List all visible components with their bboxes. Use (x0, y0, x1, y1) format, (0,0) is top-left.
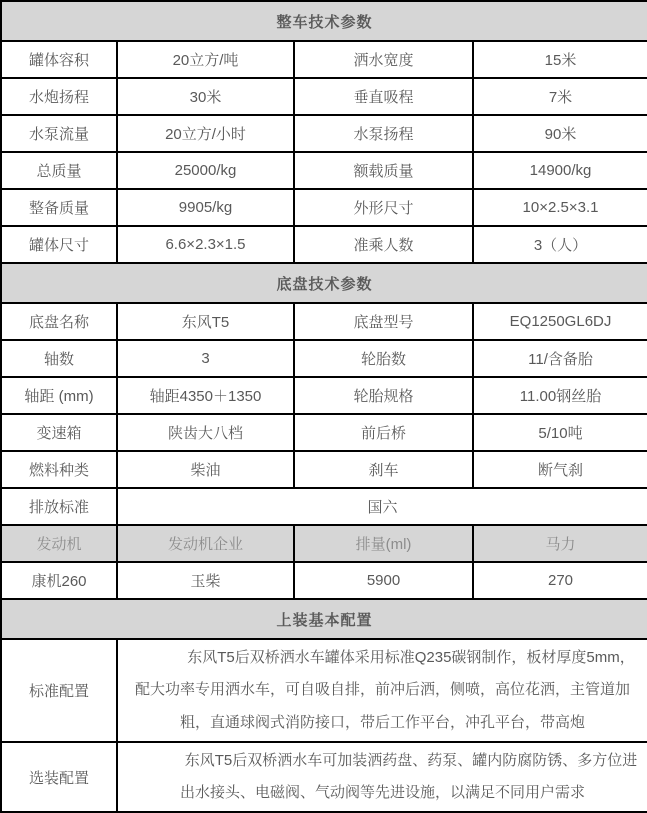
section-title: 底盘技术参数 (1, 263, 647, 303)
spec-value: 国六 (117, 488, 647, 525)
section-title: 上装基本配置 (1, 599, 647, 639)
spec-label: 外形尺寸 (294, 189, 473, 226)
spec-label: 水泵扬程 (294, 115, 473, 152)
spec-value: 东风T5 (117, 303, 294, 340)
spec-label: 洒水宽度 (294, 41, 473, 78)
spec-label: 排放标准 (1, 488, 117, 525)
spec-label: 轮胎数 (294, 340, 473, 377)
spec-value: 9905/kg (117, 189, 294, 226)
spec-value: 3 (117, 340, 294, 377)
spec-label: 总质量 (1, 152, 117, 189)
spec-value: 6.6×2.3×1.5 (117, 226, 294, 263)
section-header-row (1, 1, 647, 41)
spec-row (1, 562, 647, 599)
spec-row (1, 525, 647, 562)
spec-label: 刹车 (294, 451, 473, 488)
spec-row (1, 340, 647, 377)
spec-label: 底盘名称 (1, 303, 117, 340)
spec-label: 康机260 (1, 562, 117, 599)
spec-row (1, 152, 647, 189)
spec-label: 底盘型号 (294, 303, 473, 340)
spec-value: 20立方/吨 (117, 41, 294, 78)
spec-label: 燃料种类 (1, 451, 117, 488)
spec-value: 20立方/小时 (117, 115, 294, 152)
spec-label: 前后桥 (294, 414, 473, 451)
spec-value: 7米 (473, 78, 647, 115)
spec-value: 5/10吨 (473, 414, 647, 451)
spec-value: 发动机企业 (117, 525, 294, 562)
section-title: 整车技术参数 (1, 1, 647, 41)
spec-value: 30米 (117, 78, 294, 115)
spec-label: 排量(ml) (294, 525, 473, 562)
spec-value: 玉柴 (117, 562, 294, 599)
spec-value: 轴距4350＋1350 (117, 377, 294, 414)
spec-label: 水炮扬程 (1, 78, 117, 115)
spec-row (1, 226, 647, 263)
spec-row (1, 189, 647, 226)
spec-row (1, 115, 647, 152)
spec-row (1, 377, 647, 414)
spec-label: 罐体尺寸 (1, 226, 117, 263)
spec-value: 14900/kg (473, 152, 647, 189)
spec-value: 11/含备胎 (473, 340, 647, 377)
spec-value: 11.00钢丝胎 (473, 377, 647, 414)
spec-value: 25000/kg (117, 152, 294, 189)
spec-row (1, 742, 647, 813)
spec-label: 轮胎规格 (294, 377, 473, 414)
spec-table-body (1, 1, 647, 812)
spec-label: 整备质量 (1, 189, 117, 226)
spec-value: 东风T5后双桥洒水车可加装洒药盘、药泵、罐内防腐防锈、多方位进出水接头、电磁阀、气动阀等先进设施，以满足不同用户需求 (117, 742, 647, 813)
spec-label: 5900 (294, 562, 473, 599)
spec-row (1, 303, 647, 340)
spec-label: 垂直吸程 (294, 78, 473, 115)
spec-value: 90米 (473, 115, 647, 152)
spec-value: 断气刹 (473, 451, 647, 488)
spec-label: 轴数 (1, 340, 117, 377)
spec-row (1, 639, 647, 742)
spec-value: 马力 (473, 525, 647, 562)
spec-row (1, 451, 647, 488)
spec-value: 270 (473, 562, 647, 599)
section-header-row (1, 599, 647, 639)
spec-label: 水泵流量 (1, 115, 117, 152)
spec-label: 选装配置 (1, 742, 117, 813)
spec-label: 标准配置 (1, 639, 117, 742)
spec-row (1, 41, 647, 78)
section-header-row (1, 263, 647, 303)
spec-label: 发动机 (1, 525, 117, 562)
spec-row (1, 414, 647, 451)
spec-value: EQ1250GL6DJ (473, 303, 647, 340)
spec-value: 10×2.5×3.1 (473, 189, 647, 226)
spec-value: 陕齿大八档 (117, 414, 294, 451)
spec-value: 3（人） (473, 226, 647, 263)
spec-row (1, 78, 647, 115)
spec-label: 轴距 (mm) (1, 377, 117, 414)
spec-label: 变速箱 (1, 414, 117, 451)
spec-value: 东风T5后双桥洒水车罐体采用标准Q235碳钢制作，板材厚度5mm，配大功率专用洒水车，可自吸自排，前冲后洒，侧喷，高位花洒，主管道加粗，直通球阀式消防接口，带后工作平台，冲孔平台，带高炮 (117, 639, 647, 742)
spec-value: 柴油 (117, 451, 294, 488)
spec-label: 准乘人数 (294, 226, 473, 263)
spec-value: 15米 (473, 41, 647, 78)
spec-label: 罐体容积 (1, 41, 117, 78)
spec-label: 额载质量 (294, 152, 473, 189)
spec-row (1, 488, 647, 525)
